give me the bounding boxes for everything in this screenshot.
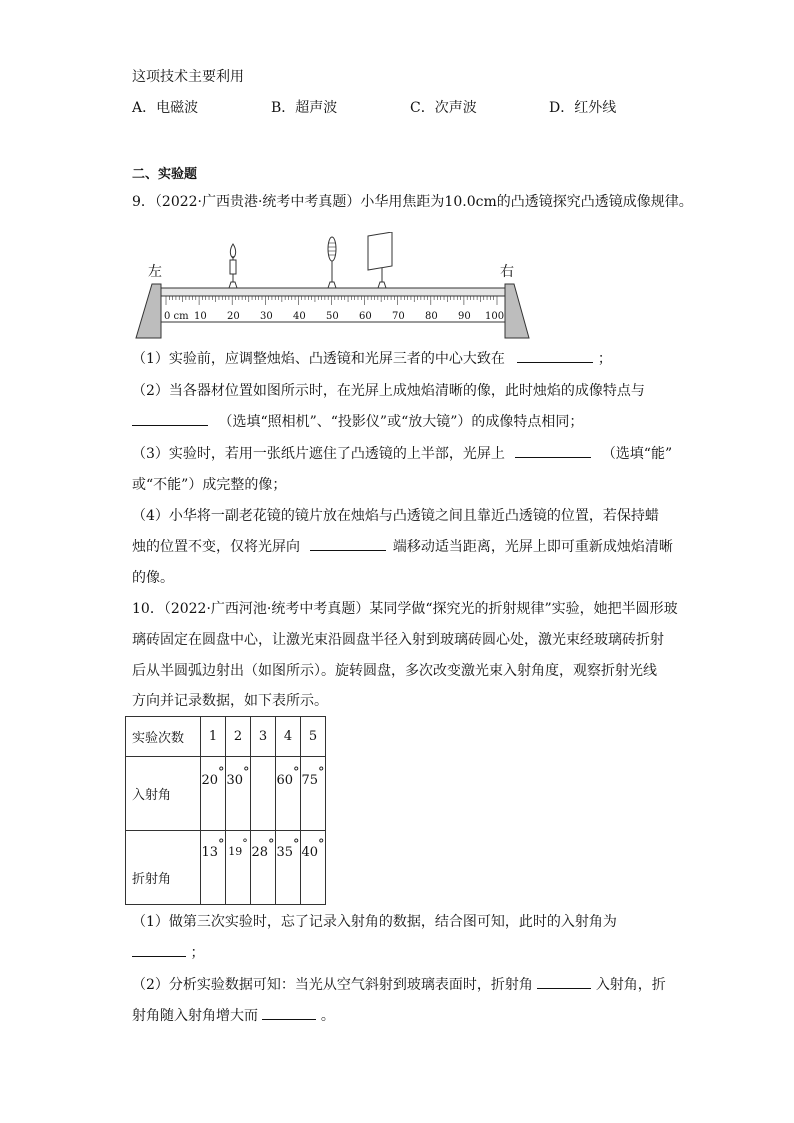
q10-p1-blank[interactable] [132,944,186,957]
data-table [125,716,326,905]
q9-p2-text: （选填“照相机”、“投影仪”或“放大镜”）的成像特点相同； [218,414,584,430]
tick-label-20: 20 [227,311,240,322]
q10-stem-2: 璃砖固定在圆盘中心，让激光束沿圆盘半径入射到玻璃砖圆心处，激光束经玻璃砖折射 [132,632,664,648]
refraction-label: 折射角 [126,831,201,905]
option-b: B．超声波 [271,100,338,116]
q9-p3-c: 或“不能”）成完整的像； [132,477,287,493]
tick-label-90: 90 [458,311,471,322]
tick-label-60: 60 [359,311,372,322]
q10-p2-blank-2[interactable] [262,1007,316,1020]
q9-p1-end: ； [597,351,612,367]
option-a: A．电磁波 [132,100,199,116]
incident-1: 20 [201,773,219,788]
convex-lens [328,237,336,288]
tick-label-0: 0 cm [164,311,189,322]
table-row: 入射角 20° 30° 60° 75° [126,757,326,831]
q9-p1-blank[interactable] [517,350,593,363]
q9-stem: 9．（2022·广西贵港·统考中考真题）小华用焦距为10.0cm的凸透镜探究凸透镜成像规律。 [132,194,693,210]
tick-label-80: 80 [425,311,438,322]
q9-p4-c: 的像。 [132,570,174,586]
tick-label-30: 30 [260,311,273,322]
q10-stem-1: 10．（2022·广西河池·统考中考真题）某同学做“探究光的折射规律”实验，她把半圆形玻 [132,601,678,617]
incident-4: 60 [276,773,294,788]
tick-label-50: 50 [326,311,339,322]
q10-p2-c [132,1007,335,1025]
option-d: D．红外线 [549,100,617,116]
trial-4: 4 [276,717,301,757]
light-screen [368,232,392,288]
q10-stem-4: 方向并记录数据，如下表所示。 [132,693,328,709]
q10-stem-3: 后从半圆弧边射出（如图所示）。旋转圆盘，多次改变激光束入射角度，观察折射光线 [132,663,657,679]
q10-p2-text: （2）分析实验数据可知：当光从空气斜射到玻璃表面时，折射角 [132,977,533,993]
refraction-5: 40 [301,845,319,860]
q9-p2-a: （2）当各器材位置如图所示时，在光屏上成烛焰清晰的像，此时烛焰的成像特点与 [132,383,645,399]
rail-top [161,288,505,296]
right-support [505,284,529,338]
option-c: C．次声波 [410,100,477,116]
refraction-1: 13 [201,845,219,860]
refraction-3: 28 [251,845,269,860]
incident-2: 30 [226,773,244,788]
refraction-4: 35 [276,845,294,860]
q9-p1-text: （1）实验前，应调整烛焰、凸透镜和光屏三者的中心大致在 [132,351,505,367]
optical-bench-figure [130,232,530,340]
refraction-2: 19 [228,845,243,858]
q9-p3-blank[interactable] [515,445,591,458]
q10-p1-a: （1）做第三次实验时，忘了记录入射角的数据，结合图可知，此时的入射角为 [132,914,617,930]
tick-label-100: 100 [485,311,505,322]
tick-label-70: 70 [392,311,405,322]
incident-label: 入射角 [126,757,201,831]
q10-p2-text-b: 入射角，折 [595,977,666,993]
q10-p1-end: ； [190,945,205,961]
q9-p3-text-b: （选填“能” [601,446,673,462]
q9-p2-blank[interactable] [132,413,208,426]
incident-5: 75 [301,773,319,788]
q9-p2-b [132,413,583,431]
section-title: 二、实验题 [132,167,198,182]
q9-p1 [132,350,612,368]
intro-line: 这项技术主要利用 [132,69,244,85]
trial-2: 2 [226,717,251,757]
left-label: 左 [148,264,162,280]
candle [229,244,237,288]
q9-p3-text: （3）实验时，若用一张纸片遮住了凸透镜的上半部，光屏上 [132,446,505,462]
q10-p1-b [132,944,204,962]
right-label: 右 [500,264,514,280]
q9-p4-a: （4）小华将一副老花镜的镜片放在烛焰与凸透镜之间且靠近凸透镜的位置，若保持蜡 [132,508,659,524]
q9-p4-b [132,538,673,556]
q9-p3-a [132,445,672,463]
tick-label-40: 40 [293,311,306,322]
q9-p4-text: 烛的位置不变，仅将光屏向 [132,539,300,555]
q10-p2-blank-1[interactable] [537,976,591,989]
q9-p4-blank[interactable] [310,538,386,551]
trial-3: 3 [251,717,276,757]
table-row [126,717,326,757]
q10-p2-text-c: 射角随入射角增大而 [132,1008,258,1024]
left-support [136,284,161,338]
q9-p4-text-b: 端移动适当距离，光屏上即可重新成烛焰清晰 [392,539,673,555]
table-row: 折射角 13° 19° 28° 35° 40° [126,831,326,905]
q10-p2-a [132,976,666,994]
trial-5: 5 [301,717,326,757]
tick-label-10: 10 [194,311,207,322]
trial-1: 1 [201,717,226,757]
header-label: 实验次数 [126,717,201,757]
q10-p2-end: 。 [320,1008,335,1024]
